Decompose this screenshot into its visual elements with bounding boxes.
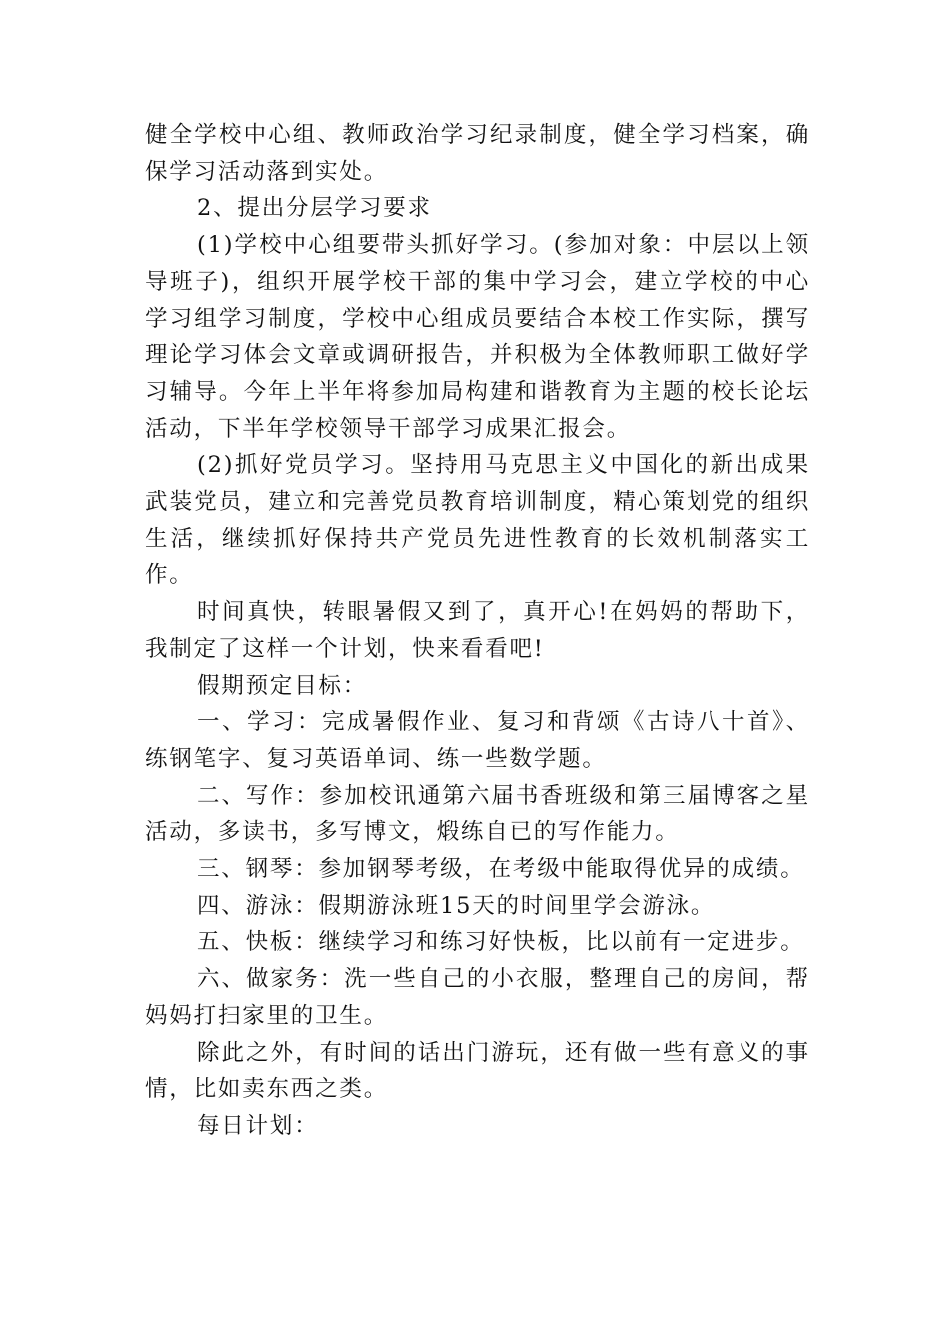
document-body [145,117,810,1145]
paragraph: (2)抓好党员学习。坚持用马克思主义中国化的新出成果武装党员，建立和完善党员教育培训制度，精心策划党的组织生活，继续抓好保持共产党员先进性教育的长效机制落实工作。 [145,452,810,589]
paragraph: 时间真快，转眼暑假又到了，真开心!在妈妈的帮助下，我制定了这样一个计划，快来看看吧! [145,599,810,662]
list-item: 二、写作：参加校讯通第六届书香班级和第三届博客之星活动，多读书，多写博文，煅练自已的写作能力。 [145,782,810,846]
list-item: 三、钢琴：参加钢琴考级，在考级中能取得优异的成绩。 [197,856,805,883]
section-heading: 2、提出分层学习要求 [197,195,432,222]
list-item: 五、快板：继续学习和练习好快板，比以前有一定进步。 [197,929,805,956]
paragraph: 除此之外，有时间的话出门游玩，还有做一些有意义的事情，比如卖东西之类。 [145,1039,810,1103]
list-item: 六、做家务：洗一些自己的小衣服，整理自己的房间，帮妈妈打扫家里的卫生。 [145,966,810,1029]
list-item: 四、游泳：假期游泳班15天的时间里学会游泳。 [197,892,716,919]
list-item: 一、学习：完成暑假作业、复习和背颂《古诗八十首》、练钢笔字、复习英语单词、练一些数学题。 [145,709,810,772]
paragraph: 每日计划： [197,1112,319,1139]
paragraph: (1)学校中心组要带头抓好学习。(参加对象：中层以上领导班子)，组织开展学校干部的集中学习会，建立学校的中心学习组学习制度，学校中心组成员要结合本校工作实际，撰写理论学习体会文章或调研报告，并积极为全体教师职工做好学习辅导。今年上半年将参加局构建和谐教育为主题的校长论坛活动，下半年学校领导干部学习成果汇报会。 [145,232,810,442]
paragraph: 假期预定目标： [197,672,368,699]
paragraph-continuation: 健全学校中心组、教师政治学习纪录制度，健全学习档案，确保学习活动落到实处。 [145,122,810,185]
